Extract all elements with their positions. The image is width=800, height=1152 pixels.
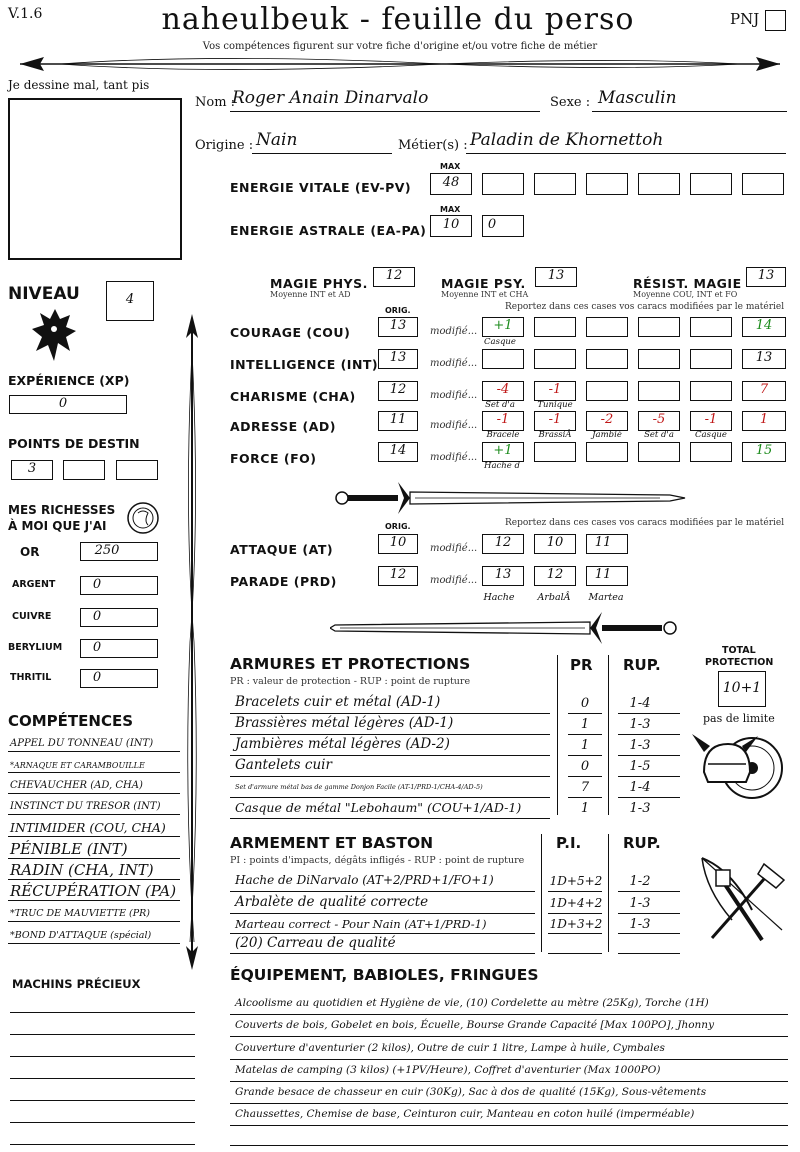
ev-max-label: MAX [440, 162, 461, 171]
armor-line [568, 797, 602, 798]
competence-line [8, 900, 180, 901]
machins-title: MACHINS PRÉCIEUX [12, 977, 141, 991]
at-v3: 11 [594, 535, 612, 550]
weapon-line [618, 891, 680, 892]
combat-sub-3: Martea [588, 592, 624, 603]
weapons-pi-header: P.I. [556, 834, 582, 852]
nom-label: Nom : [195, 95, 236, 110]
ea-current-value: 0 [487, 217, 497, 232]
cha-orig: 12 [389, 382, 407, 397]
magie-phys-label: MAGIE PHYS. [270, 276, 368, 291]
weapon-pi: 1D+4+2 [549, 896, 603, 910]
ev-box-3[interactable] [586, 173, 628, 195]
magie-phys-note: Moyenne INT et AD [270, 290, 351, 299]
equipment-line[interactable]: Grande besace de chasseur en cuir (30Kg), Sac à dos de qualité (15Kg), Sous-vêtements [235, 1086, 707, 1098]
ad-orig: 11 [389, 412, 407, 427]
ad-m1: -1 [496, 412, 510, 427]
armor-pr: 0 [580, 759, 590, 774]
fo-m5-box[interactable] [690, 442, 732, 462]
int-label: INTELLIGENCE (INT) [230, 357, 379, 372]
weapon-line [548, 933, 602, 934]
armor-pr: 7 [580, 780, 590, 795]
fo-m2-box[interactable] [534, 442, 576, 462]
machins-line [10, 1056, 195, 1057]
metier-value[interactable]: Paladin de Khornettoh [470, 130, 664, 150]
weapon-item[interactable]: (20) Carreau de qualité [235, 935, 396, 951]
weapon-line [548, 953, 602, 954]
weapons-note: PI : points d'impacts, dégâts infligés - RUP : point de rupture [230, 855, 525, 866]
at-orig: 10 [389, 535, 407, 550]
weapon-line [230, 913, 535, 914]
nom-value[interactable]: Roger Anain Dinarvalo [232, 88, 429, 108]
sword-icon [330, 608, 690, 648]
weapon-item[interactable]: Arbalète de qualité correcte [235, 894, 429, 910]
equipment-line[interactable]: Matelas de camping (3 kilos) (+1PV/Heure), Coffret d'aventurier (Max 1000PO) [235, 1064, 661, 1076]
cha-modif-label: modifié... [430, 390, 478, 401]
armor-rup: 1-5 [629, 759, 651, 774]
resist-magie-value: 13 [757, 268, 775, 283]
armor-line [568, 776, 602, 777]
destin-box-3[interactable] [116, 460, 158, 480]
total-protection-note: pas de limite [703, 712, 775, 725]
ad-m2-sub: BrassiÂ [538, 430, 572, 440]
magie-psy-note: Moyenne INT et CHA [441, 290, 529, 299]
dragon-icon [30, 305, 80, 365]
version-label: V.1.6 [8, 6, 43, 22]
competence-4[interactable]: INSTINCT DU TRESOR (INT) [10, 801, 161, 812]
ea-max-value: 10 [442, 217, 460, 232]
armor-rup: 1-4 [629, 780, 651, 795]
competence-7[interactable]: RADIN (CHA, INT) [10, 861, 154, 879]
armor-col-divider [557, 655, 558, 815]
cha-m2-sub: Tunique [537, 400, 573, 410]
fo-final: 15 [755, 443, 773, 458]
cou-final: 14 [755, 318, 773, 333]
equipment-rule [230, 1014, 788, 1015]
equipment-rule [230, 1081, 788, 1082]
pnj-label: PNJ [730, 10, 760, 28]
equipment-title: ÉQUIPEMENT, BABIOLES, FRINGUES [230, 966, 539, 984]
armor-title: ARMURES ET PROTECTIONS [230, 655, 471, 673]
ev-box-6[interactable] [742, 173, 784, 195]
magie-psy-value: 13 [547, 268, 565, 283]
at-label: ATTAQUE (AT) [230, 542, 334, 557]
armor-item[interactable]: Set d'armure métal bas de gamme Donjon Facile (AT-1/PRD-1/CHA-4/AD-5) [235, 783, 483, 791]
weapons-col-divider [541, 834, 542, 952]
int-final: 13 [755, 350, 773, 365]
fo-m3-box[interactable] [586, 442, 628, 462]
cou-m3-box[interactable] [586, 317, 628, 337]
weapons-col-divider [608, 834, 609, 952]
armor-line [230, 776, 550, 777]
armor-pr: 1 [580, 801, 590, 816]
magie-psy-label: MAGIE PSY. [441, 276, 526, 291]
competence-line [8, 858, 180, 859]
total-protection-label-1: TOTAL [722, 645, 756, 656]
ev-label: ENERGIE VITALE (EV-PV) [230, 180, 412, 195]
prd-label: PARADE (PRD) [230, 574, 337, 589]
prd-orig: 12 [389, 567, 407, 582]
argent-label: ARGENT [12, 579, 56, 590]
int-m5-box[interactable] [690, 349, 732, 369]
armor-pr-header: PR [570, 656, 593, 674]
competence-line [8, 814, 180, 815]
equipment-rule [230, 1125, 788, 1126]
cha-m1: -4 [496, 382, 510, 397]
destin-box-2[interactable] [63, 460, 105, 480]
armor-pr: 1 [580, 738, 590, 753]
armor-line [568, 734, 602, 735]
total-protection-value: 10+1 [722, 680, 762, 696]
competence-line [8, 836, 180, 837]
resist-magie-note: Moyenne COU, INT et FO [633, 290, 738, 299]
equipment-line[interactable]: Chaussettes, Chemise de base, Ceinturon cuir, Manteau en coton huilé (imperméable) [235, 1108, 695, 1120]
machins-line [10, 1012, 195, 1013]
machins-line [10, 1100, 195, 1101]
combat-orig-label: ORIG. [385, 522, 411, 531]
armor-rup: 1-3 [629, 717, 651, 732]
machins-line [10, 1122, 195, 1123]
equipment-line[interactable]: Alcoolisme au quotidien et Hygiène de vie, (10) Cordelette au mètre (25Kg), Torche (1H) [235, 997, 709, 1009]
or-label: OR [20, 545, 40, 559]
fo-modif-label: modifié... [430, 452, 478, 463]
armor-item[interactable]: Casque de métal "Lebohaum" (COU+1/AD-1) [235, 800, 522, 815]
prd-modif-label: modifié... [430, 575, 478, 586]
richesses-label-2: À MOI QUE J'AI [8, 519, 107, 533]
ad-m4: -5 [652, 412, 666, 427]
header-spear-decoration [0, 52, 800, 76]
thritil-value: 0 [92, 670, 102, 685]
weapon-line [618, 933, 680, 934]
coin-icon [126, 501, 160, 535]
weapon-pi: 1D+5+2 [549, 874, 603, 888]
sexe-label: Sexe : [550, 95, 591, 110]
cha-m4-box[interactable] [638, 381, 680, 401]
weapons-rup-header: RUP. [623, 834, 661, 852]
origine-value[interactable]: Nain [256, 130, 298, 150]
competence-6[interactable]: PÉNIBLE (INT) [10, 840, 128, 858]
stats-note: Reportez dans ces cases vos caracs modifiées par le matériel [505, 302, 785, 312]
nom-line [230, 111, 540, 112]
equipment-rule [230, 1059, 788, 1060]
int-modif-label: modifié... [430, 358, 478, 369]
cha-m2: -1 [548, 382, 562, 397]
armor-line [230, 734, 550, 735]
equipment-line[interactable]: Couverture d'aventurier (2 kilos), Outre de cuir 1 litre, Lampe à huile, Cymbales [235, 1042, 665, 1054]
ea-label: ENERGIE ASTRALE (EA-PA) [230, 223, 427, 238]
ev-box-5[interactable] [690, 173, 732, 195]
weapon-line [230, 933, 535, 934]
ev-box-2[interactable] [534, 173, 576, 195]
armor-rup: 1-4 [629, 696, 651, 711]
int-m2-box[interactable] [534, 349, 576, 369]
combat-sub-1: Hache [483, 592, 515, 603]
total-protection-label-2: PROTECTION [705, 657, 774, 668]
equipment-rule [230, 1145, 788, 1146]
competence-8[interactable]: RÉCUPÉRATION (PA) [10, 882, 177, 900]
weapons-title: ARMEMENT ET BASTON [230, 834, 434, 852]
cha-m3-box[interactable] [586, 381, 628, 401]
cha-m5-box[interactable] [690, 381, 732, 401]
sexe-line [592, 111, 787, 112]
at-modif-label: modifié... [430, 543, 478, 554]
cha-m1-sub: Set d'a [485, 400, 515, 410]
ad-m5: -1 [704, 412, 718, 427]
armor-line [618, 755, 680, 756]
weapon-item[interactable]: Marteau correct - Pour Nain (AT+1/PRD-1) [235, 917, 487, 931]
armor-item[interactable]: Gantelets cuir [235, 757, 332, 773]
armor-line [230, 713, 550, 714]
weapon-pi: 1D+3+2 [549, 917, 603, 931]
sheet-subtitle: Vos compétences figurent sur votre fiche d'origine et/ou votre fiche de métier [202, 41, 598, 52]
armor-line [618, 734, 680, 735]
ad-label: ADRESSE (AD) [230, 419, 337, 434]
argent-value: 0 [92, 577, 102, 592]
competence-5[interactable]: INTIMIDER (COU, CHA) [10, 820, 166, 835]
armor-rup: 1-3 [629, 738, 651, 753]
sexe-value[interactable]: Masculin [598, 88, 677, 108]
combat-sub-2: ArbalÂ [537, 592, 571, 603]
competence-1[interactable]: APPEL DU TONNEAU (INT) [10, 738, 154, 749]
crossed-weapons-icon [692, 850, 792, 945]
competence-2[interactable]: *ARNAQUE ET CARAMBOUILLE [10, 761, 145, 770]
cuivre-label: CUIVRE [12, 611, 52, 622]
weapon-line [618, 913, 680, 914]
weapon-line [548, 891, 602, 892]
prd-v1: 13 [494, 567, 512, 582]
prd-v2: 12 [546, 567, 564, 582]
competence-9[interactable]: *TRUC DE MAUVIETTE (PR) [10, 908, 151, 919]
sheet-title: naheulbeuk - feuille du perso [161, 2, 635, 37]
armor-col-divider [608, 655, 609, 815]
at-v2: 10 [546, 535, 564, 550]
portrait-box[interactable] [8, 98, 182, 260]
weapon-line [230, 953, 535, 954]
berylium-label: BERYLIUM [8, 642, 63, 653]
machins-line [10, 1078, 195, 1079]
berylium-value: 0 [92, 640, 102, 655]
int-orig: 13 [389, 350, 407, 365]
ad-m3-sub: Jambiè [592, 430, 622, 440]
weapon-item[interactable]: Hache de DiNarvalo (AT+2/PRD+1/FO+1) [235, 873, 494, 887]
competence-line [8, 943, 180, 944]
armor-note: PR : valeur de protection - RUP : point de rupture [230, 676, 471, 687]
origine-label: Origine : [195, 138, 254, 153]
origine-line [252, 153, 392, 154]
prd-v3: 11 [594, 567, 612, 582]
armor-pr: 1 [580, 717, 590, 732]
competence-line [8, 793, 180, 794]
ad-final: 1 [759, 412, 769, 427]
armor-line [618, 713, 680, 714]
ad-m1-sub: Bracele [486, 430, 520, 440]
destin-value: 3 [27, 461, 37, 476]
fo-label: FORCE (FO) [230, 451, 317, 466]
fo-m4-box[interactable] [638, 442, 680, 462]
equipment-rule [230, 1036, 788, 1037]
helmet-shield-icon [690, 728, 790, 808]
armor-line [618, 776, 680, 777]
cuivre-value: 0 [92, 609, 102, 624]
cou-m4-box[interactable] [638, 317, 680, 337]
metier-label: Métier(s) : [398, 138, 468, 153]
ad-m3: -2 [600, 412, 614, 427]
xp-value: 0 [58, 396, 68, 411]
or-value: 250 [94, 543, 120, 558]
cha-label: CHARISME (CHA) [230, 389, 356, 404]
cou-m1-sub: Casque [484, 337, 516, 347]
resist-magie-label: RÉSIST. MAGIE [633, 276, 742, 291]
armor-line [568, 755, 602, 756]
armor-item[interactable]: Brassières métal légères (AD-1) [235, 715, 454, 731]
weapon-rup: 1-2 [629, 874, 651, 889]
richesses-label-1: MES RICHESSES [8, 503, 116, 517]
pnj-checkbox[interactable] [765, 10, 786, 31]
int-m1-box[interactable] [482, 349, 524, 369]
machins-line [10, 1144, 195, 1145]
int-m3-box[interactable] [586, 349, 628, 369]
niveau-label: NIVEAU [8, 284, 80, 304]
armor-item[interactable]: Bracelets cuir et métal (AD-1) [235, 694, 441, 710]
destin-label: POINTS DE DESTIN [8, 436, 140, 451]
cou-m1: +1 [493, 318, 513, 333]
ev-box-4[interactable] [638, 173, 680, 195]
vertical-spear-decoration [180, 312, 204, 972]
armor-rup-header: RUP. [623, 656, 661, 674]
competence-line [8, 879, 180, 880]
stats-orig-label: ORIG. [385, 306, 411, 315]
xp-label: EXPÉRIENCE (XP) [8, 373, 130, 388]
ea-max-label: MAX [440, 205, 461, 214]
competence-line [8, 772, 180, 773]
at-v1: 12 [494, 535, 512, 550]
ad-m5-sub: Casque [695, 430, 727, 440]
cou-label: COURAGE (COU) [230, 325, 351, 340]
cou-modif-label: modifié... [430, 326, 478, 337]
competence-3[interactable]: CHEVAUCHER (AD, CHA) [10, 780, 143, 791]
ad-m4-sub: Set d'a [644, 430, 674, 440]
fo-orig: 14 [389, 443, 407, 458]
fo-m1-sub: Hache d [484, 461, 520, 471]
armor-pr: 0 [580, 696, 590, 711]
weapon-rup: 1-3 [629, 917, 651, 932]
weapon-line [548, 913, 602, 914]
thritil-label: THRITIL [10, 672, 52, 683]
armor-line [568, 713, 602, 714]
metier-line [466, 153, 786, 154]
competence-line [8, 921, 180, 922]
cou-orig: 13 [389, 318, 407, 333]
ad-modif-label: modifié... [430, 420, 478, 431]
armor-line [230, 797, 550, 798]
armor-line [230, 818, 550, 819]
ad-m2: -1 [548, 412, 562, 427]
ev-box-1[interactable] [482, 173, 524, 195]
machins-line [10, 1034, 195, 1035]
int-m4-box[interactable] [638, 349, 680, 369]
armor-line [618, 797, 680, 798]
armor-rup: 1-3 [629, 801, 651, 816]
weapon-rup: 1-3 [629, 896, 651, 911]
cou-m5-box[interactable] [690, 317, 732, 337]
armor-item[interactable]: Jambières métal légères (AD-2) [235, 736, 450, 752]
weapon-line [618, 953, 680, 954]
equipment-line[interactable]: Couverts de bois, Gobelet en bois, Écuelle, Bourse Grande Capacité [Max 100PO], Jhonny [235, 1019, 714, 1031]
equipment-rule [230, 1103, 788, 1104]
magie-phys-value: 12 [385, 268, 403, 283]
sword-icon [330, 478, 690, 518]
cha-final: 7 [759, 382, 769, 397]
portrait-caption: Je dessine mal, tant pis [8, 78, 150, 92]
competence-10[interactable]: *BOND D'ATTAQUE (spécial) [10, 930, 152, 941]
armor-line [230, 755, 550, 756]
niveau-value: 4 [125, 292, 135, 307]
competence-line [8, 751, 180, 752]
combat-note: Reportez dans ces cases vos caracs modifiées par le matériel [505, 518, 785, 528]
ev-max-value: 48 [442, 175, 460, 190]
fo-m1: +1 [493, 443, 513, 458]
competences-title: COMPÉTENCES [8, 712, 134, 730]
cou-m2-box[interactable] [534, 317, 576, 337]
weapon-line [230, 891, 535, 892]
